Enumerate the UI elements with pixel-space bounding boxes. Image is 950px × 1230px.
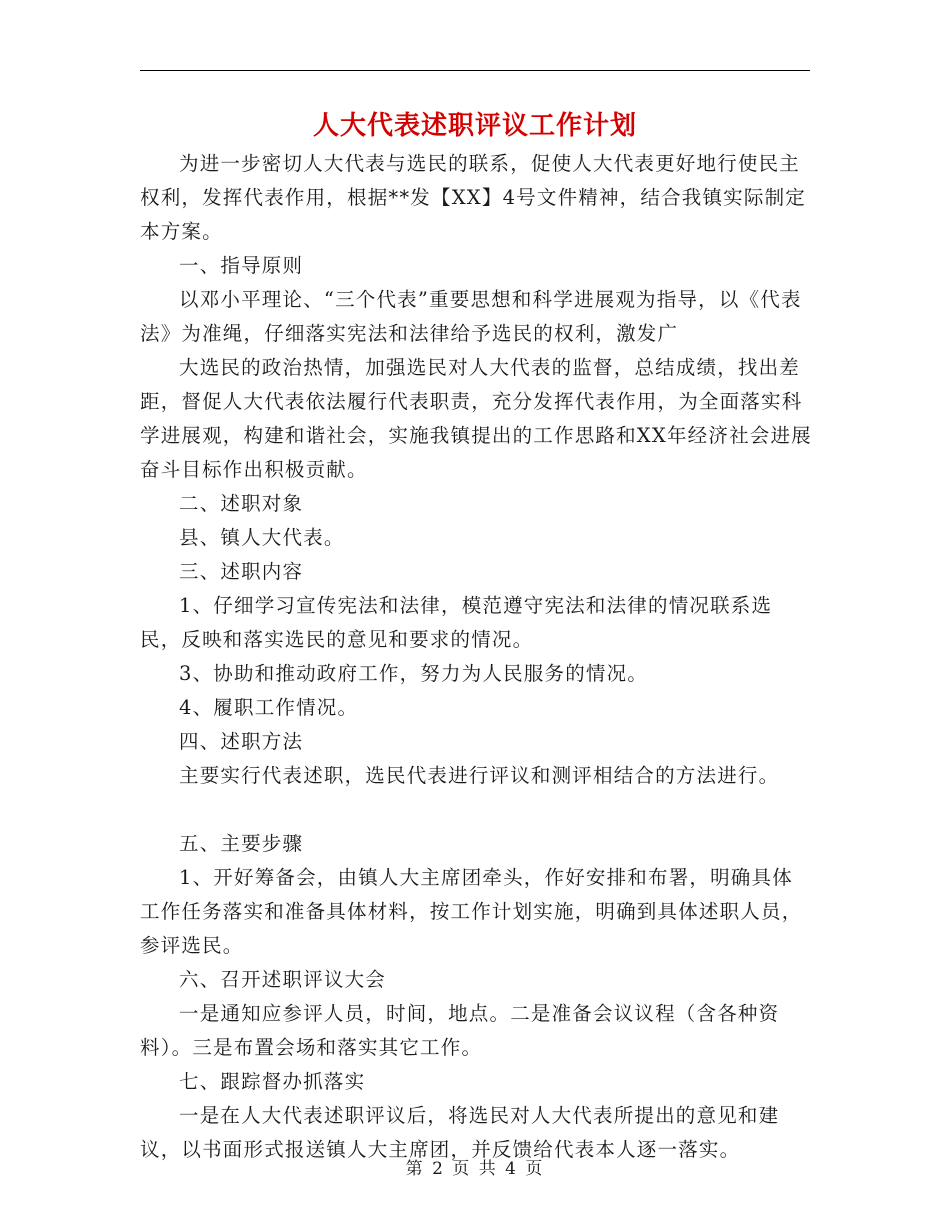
header-rule: [140, 70, 810, 71]
follow-up-paragraph: 一是在人大代表述职评议后，将选民对人大代表所提出的意见和建议，以书面形式报送镇人大主席团，并反馈给代表本人逐一落实。: [140, 1104, 780, 1161]
page-indicator: 第 2 页 共 4 页: [405, 1159, 545, 1179]
guiding-principles-paragraph: 以邓小平理论、“三个代表”重要思想和科学进展观为指导，以《代表法》为准绳，仔细落实宪法和法律给予选民的权利，激发广: [140, 288, 802, 345]
method-paragraph: 主要实行代表述职，选民代表进行评议和测评相结合的方法进行。: [179, 764, 780, 787]
section-heading-follow-up: 七、跟踪督办抓落实: [179, 1070, 366, 1093]
section-heading-steps: 五、主要步骤: [179, 832, 304, 855]
guiding-principles-paragraph-continued: 大选民的政治热情，加强选民对人大代表的监督，总结成绩，找出差距，督促人大代表依法履行代表职责，充分发挥代表作用，为全面落实科学进展观，构建和谐社会，实施我镇提出的工作思路和XX年经济社会进展奋斗目标作出积极贡献。: [140, 356, 812, 481]
intro-paragraph: 为进一步密切人大代表与选民的联系，促使人大代表更好地行使民主权利，发挥代表作用，根据**发【XX】4号文件精神，结合我镇实际制定本方案。: [140, 152, 806, 243]
meeting-paragraph: 一是通知应参评人员，时间，地点。二是准备会议议程（含各种资料）。三是布置会场和落实其它工作。: [140, 1002, 780, 1059]
section-heading-meeting: 六、召开述职评议大会: [179, 968, 387, 991]
content-item-1: 1、仔细学习宣传宪法和法律，模范遵守宪法和法律的情况联系选民，反映和落实选民的意见和要求的情况。: [140, 594, 773, 651]
section-heading-targets: 二、述职对象: [179, 492, 304, 515]
section-heading-guiding-principles: 一、指导原则: [179, 254, 304, 277]
document-body: [140, 147, 812, 1167]
document-title: 人大代表述职评议工作计划: [312, 111, 637, 141]
content-item-3: 3、协助和推动政府工作，努力为人民服务的情况。: [179, 662, 649, 685]
targets-paragraph: 县、镇人大代表。: [179, 526, 345, 549]
content-item-4: 4、履职工作情况。: [179, 696, 359, 719]
steps-item-1: 1、开好筹备会，由镇人大主席团牵头，作好安排和布署，明确具体工作任务落实和准备具体材料，按工作计划实施，明确到具体述职人员，参评选民。: [140, 866, 803, 957]
section-heading-content: 三、述职内容: [179, 560, 304, 583]
section-heading-method: 四、述职方法: [179, 730, 304, 753]
